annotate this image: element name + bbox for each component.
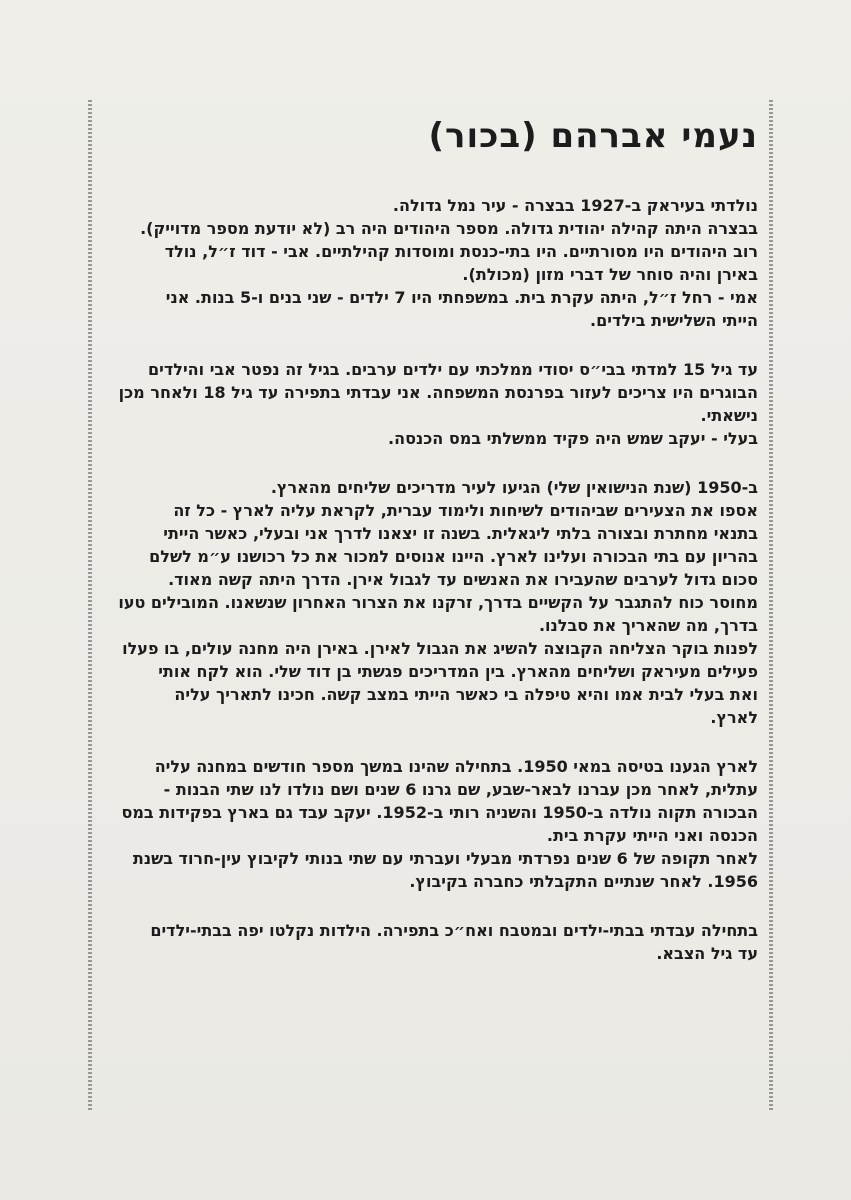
text-line: בעלי - יעקב שמש היה פקיד ממשלתי במס הכנסה. xyxy=(388,429,758,448)
text-line: 1956. לאחר שנתיים התקבלתי כחברה בקיבוץ. xyxy=(409,872,758,891)
decorative-border-right xyxy=(769,100,773,1112)
paragraph-arrival xyxy=(110,755,758,893)
text-line: נולדתי בעיראק ב-1927 בבצרה - עיר נמל גדולה. xyxy=(392,196,758,215)
document-body xyxy=(110,116,758,991)
text-line: אמי - רחל ז״ל, היתה עקרת בית. במשפחתי היו 7 ילדים - שני בנים ו-5 בנות. אני xyxy=(165,288,758,307)
text-line: עד גיל הצבא. xyxy=(656,944,758,963)
text-line: פעילים מעיראק ושליחים מהארץ. בין המדריכים פגשתי בן דוד שלי. הוא לקח אותי xyxy=(158,662,758,681)
text-line: באירן והיה סוחר של דברי מזון (מכולת). xyxy=(462,265,758,284)
decorative-border-left xyxy=(88,100,92,1112)
text-line: מחוסר כוח להתגבר על הקשיים בדרך, זרקנו את הצרור האחרון שנשאנו. המובילים טעו xyxy=(118,593,758,612)
paragraph-immigration xyxy=(110,476,758,729)
text-line: ב-1950 (שנת הנישואין שלי) הגיעו לעיר מדריכים שליחים מהארץ. xyxy=(270,478,758,497)
page-title: נעמי אברהם (בכור) xyxy=(428,116,758,156)
text-line: אספו את הצעירים שביהודים לשיחות ולימוד עברית, לקראת עליה לארץ - כל זה xyxy=(173,501,758,520)
paragraph-kibbutz xyxy=(110,919,758,965)
text-line: בהריון עם בתי הבכורה ועלינו לארץ. היינו אנוסים למכור את כל רכושנו ע״מ לשלם xyxy=(149,547,758,566)
text-line: רוב היהודים היו מסורתיים. היו בתי-כנסת ומוסדות קהילתיים. אבי - דוד ז״ל, נולד xyxy=(164,242,758,261)
text-line: עד גיל 15 למדתי בבי״ס יסודי ממלכתי עם ילדים ערבים. בגיל זה נפטר אבי והילדים xyxy=(148,360,758,379)
text-line: ואת בעלי לבית אמו והיא טיפלה בי כאשר הייתי במצב קשה. חכינו לתאריך עליה xyxy=(174,685,758,704)
text-line: בתנאי מחתרת ובצורה בלתי ליגאלית. בשנה זו יצאנו לדרך אני ובעלי, כאשר הייתי xyxy=(163,524,758,543)
text-line: סכום גדול לערבים שהעבירו את האנשים עד לגבול אירן. הדרך היתה קשה מאוד. xyxy=(168,570,758,589)
text-line: לפנות בוקר הצליחה הקבוצה להשיג את הגבול לאירן. באירן היה מחנה עולים, בו פעלו xyxy=(122,639,758,658)
text-line: עתלית, לאחר מכן עברנו לבאר-שבע, שם גרנו 6 שנים ושם נולדו לנו שתי הבנות - xyxy=(163,780,758,799)
text-line: הכנסה ואני הייתי עקרת בית. xyxy=(546,826,758,845)
text-line: בבצרה היתה קהילה יהודית גדולה. מספר היהודים היה רב (לא יודעת מספר מדוייק). xyxy=(140,219,758,238)
text-line: הבוגרים היו צריכים לעזור בפרנסת המשפחה. אני עבדתי בתפירה עד גיל 18 ולאחר מכן xyxy=(118,383,758,402)
text-line: הייתי השלישית בילדים. xyxy=(590,311,758,330)
text-line: לאחר תקופה של 6 שנים נפרדתי מבעלי ועברתי עם שתי בנותי לקיבוץ עין-חרוד בשנת xyxy=(132,849,758,868)
paragraph-education xyxy=(110,358,758,450)
text-line: הבכורה תקוה נולדה ב-1950 והשניה רותי ב-1952. יעקב עבד גם בארץ בפקידות במס xyxy=(121,803,758,822)
text-line: לארץ. xyxy=(710,708,758,727)
text-line: לארץ הגענו בטיסה במאי 1950. בתחילה שהינו במשך מספר חודשים במחנה עליה xyxy=(154,757,758,776)
paragraph-childhood xyxy=(110,194,758,332)
text-line: בתחילה עבדתי בבתי-ילדים ובמטבח ואח״כ בתפירה. הילדות נקלטו יפה בבתי-ילדים xyxy=(150,921,758,940)
text-line: בדרך, מה שהאריך את סבלנו. xyxy=(538,616,758,635)
text-line: נישאתי. xyxy=(700,406,758,425)
